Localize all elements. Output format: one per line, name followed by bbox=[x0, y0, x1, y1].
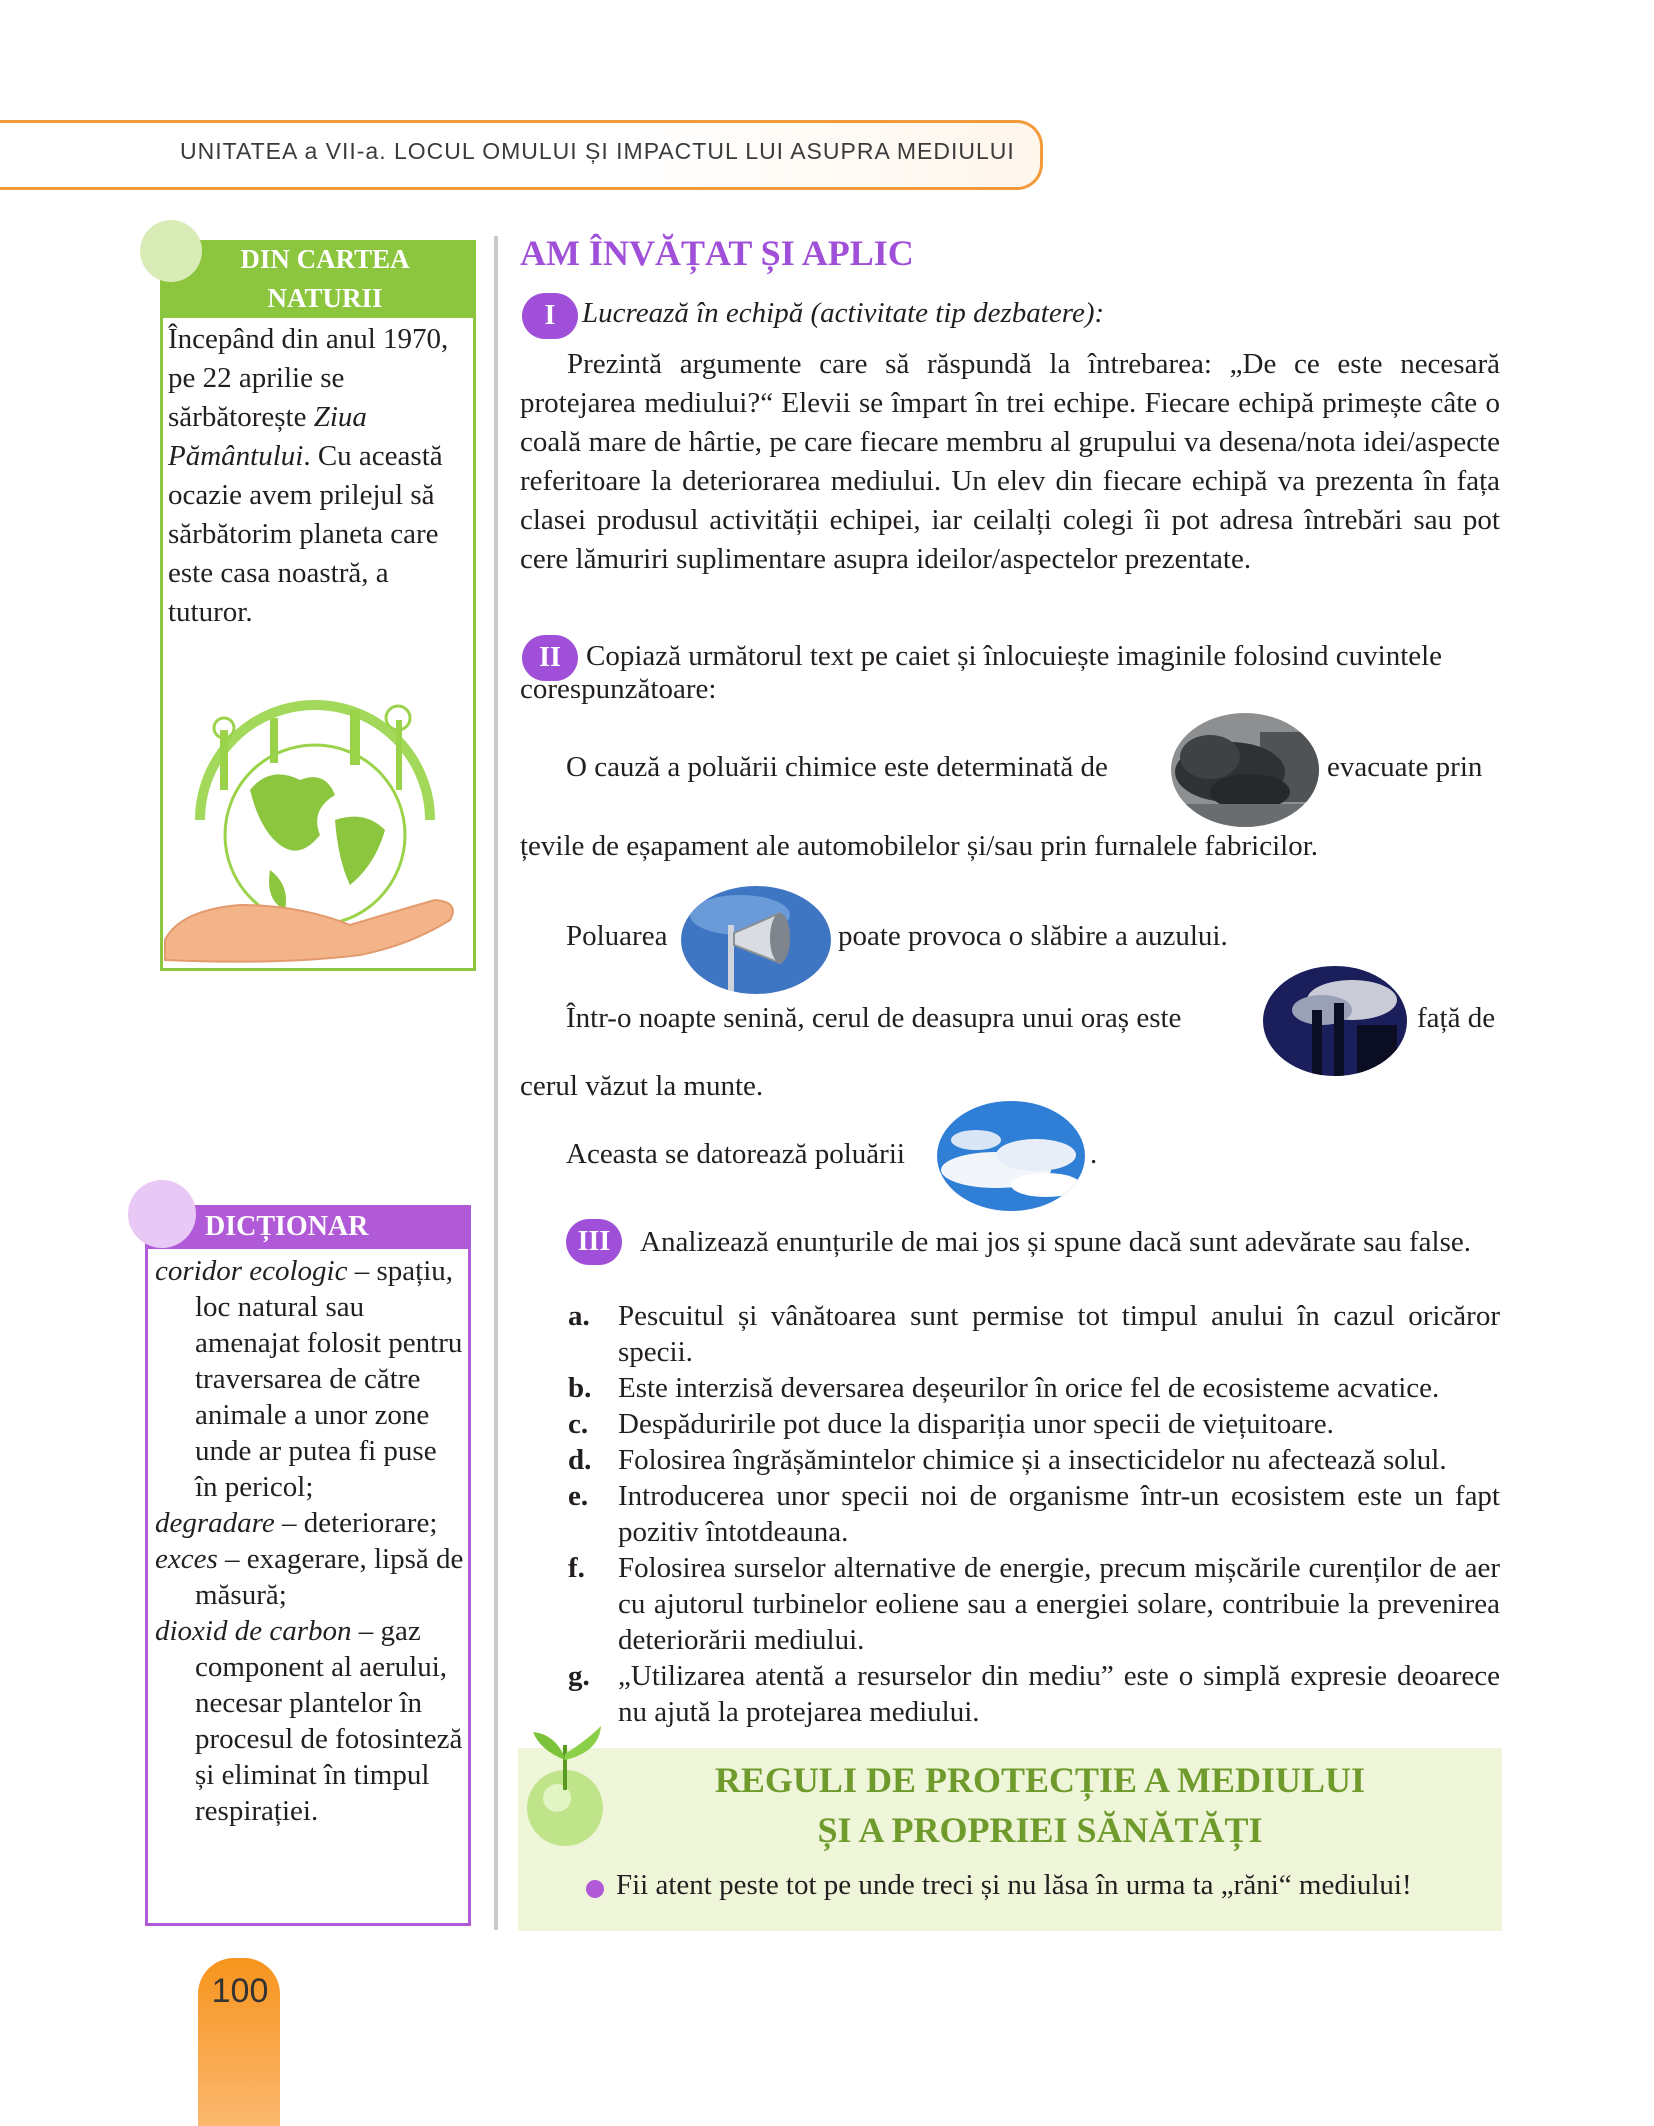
dictionary-title: DICȚIONAR bbox=[205, 1211, 369, 1242]
statement-item bbox=[560, 1658, 1500, 1730]
rules-title bbox=[600, 1755, 1480, 1855]
dictionary-entry bbox=[155, 1613, 465, 1829]
green-earth-icon bbox=[200, 705, 430, 925]
dictionary-decor-circle bbox=[128, 1180, 196, 1248]
task3-badge: III bbox=[566, 1219, 622, 1265]
nature-text-italic: Ziua Pământului bbox=[168, 401, 367, 472]
task3-statement-list bbox=[560, 1298, 1500, 1730]
dictionary-term: dioxid de carbon bbox=[155, 1615, 352, 1647]
dictionary-entries bbox=[155, 1253, 465, 1829]
task2-sentence1-mid: evacuate prin bbox=[1327, 751, 1483, 783]
task2-sentence1-start: O cauză a poluării chimice este determinată de bbox=[566, 751, 1108, 783]
rules-title-line1: REGULI DE PROTECȚIE A MEDIULUI bbox=[714, 1760, 1366, 1800]
nature-title-line1: DIN CARTEA bbox=[240, 244, 410, 274]
task2-sentence3-mid: față de bbox=[1417, 1002, 1496, 1034]
task1-body: Prezintă argumente care să răspundă la întrebarea: „De ce este necesară protejarea mediului?“ Elevii se împart în trei echipe. Fiecare echipă primește câte o coală mare de hârtie, pe care fiecare membru al grupului va desena/nota idei/aspecte referitoare la deteriorarea mediului. Un elev din fiecare echipă va prezenta în fața clasei produsul activității echipei, iar ceilalți colegi îi pot adresa întrebări sau pot cere lămuriri suplimentare asupra ideilor/aspectelor prezentate. bbox=[520, 348, 1500, 575]
statement-text: Folosirea îngrășămintelor chimice și a insecticidelor nu afectează solul. bbox=[618, 1444, 1447, 1476]
task3-lead: Analizează enunțurile de mai jos și spune dacă sunt adevărate sau false. bbox=[640, 1226, 1471, 1258]
statement-letter: e. bbox=[568, 1480, 589, 1512]
section-title: AM ÎNVĂȚAT ȘI APLIC bbox=[520, 233, 914, 273]
dictionary-term: degradare bbox=[155, 1507, 275, 1539]
loudspeaker-image bbox=[680, 885, 832, 995]
rules-bullet-icon bbox=[586, 1880, 604, 1898]
dictionary-entry bbox=[155, 1253, 465, 1505]
statement-text: „Utilizarea atentă a resurselor din mediu” este o simplă expresie deoarece nu ajută la protejarea mediului. bbox=[618, 1660, 1500, 1728]
task2-sentence2-end: poate provoca o slăbire a auzului. bbox=[838, 920, 1228, 952]
statement-item bbox=[560, 1550, 1500, 1658]
task2-sentence2-start: Poluarea bbox=[566, 920, 668, 952]
statement-letter: c. bbox=[568, 1408, 589, 1440]
nature-decor-circle bbox=[140, 220, 202, 282]
rules-title-line2: ȘI A PROPRIEI SĂNĂTĂȚI bbox=[817, 1810, 1263, 1850]
statement-letter: b. bbox=[568, 1372, 592, 1404]
dictionary-definition: – gaz component al aerului, necesar plantelor în procesul de fotosinteză și eliminat în timpul respirației. bbox=[195, 1615, 463, 1827]
column-divider bbox=[494, 236, 498, 1930]
statement-letter: a. bbox=[568, 1300, 590, 1332]
nature-title-line2: NATURII bbox=[267, 283, 383, 313]
factory-smog-image bbox=[1262, 965, 1408, 1077]
task1-label: Lucrează în echipă (activitate tip dezbatere): bbox=[582, 297, 1105, 329]
task2-body: Copiază următorul text pe caiet și înlocuiește imaginile folosind cuvintele corespunzătoare: bbox=[520, 640, 1443, 705]
statement-text: Pescuitul și vânătoarea sunt permise tot timpul anului în cazul oricăror specii. bbox=[618, 1300, 1500, 1368]
nature-sidebar-title bbox=[200, 240, 450, 318]
rules-text: Fii atent peste tot pe unde treci și nu lăsa în urma ta „răni“ mediului! bbox=[616, 1869, 1412, 1901]
statement-item bbox=[560, 1478, 1500, 1550]
statement-text: Este interzisă deversarea deșeurilor în orice fel de ecosisteme acvatice. bbox=[618, 1372, 1440, 1404]
task2-sentence4-end: . bbox=[1090, 1138, 1098, 1170]
clouds-sky-image bbox=[936, 1100, 1086, 1212]
dictionary-definition: – exagerare, lipsă de măsură; bbox=[195, 1543, 464, 1611]
statement-item bbox=[560, 1406, 1500, 1442]
dictionary-definition: – deteriorare; bbox=[274, 1507, 438, 1539]
task2-sentence3-start: Într-o noapte senină, cerul de deasupra unui oraș este bbox=[566, 1002, 1182, 1034]
nature-text-part1: Începând din anul 1970, pe 22 aprilie se sărbătorește bbox=[168, 323, 449, 433]
task2-sentence4-start: Aceasta se datorează poluării bbox=[566, 1138, 905, 1170]
dictionary-definition: – spațiu, loc natural sau amenajat folosit pentru traversarea de către animale a unor zone unde ar putea fi puse în pericol; bbox=[195, 1255, 463, 1503]
statement-item bbox=[560, 1298, 1500, 1370]
task2-sentence3-end: cerul văzut la munte. bbox=[520, 1070, 764, 1102]
task1-badge: I bbox=[522, 293, 578, 339]
statement-letter: d. bbox=[568, 1444, 592, 1476]
statement-item bbox=[560, 1370, 1500, 1406]
dictionary-term: coridor ecologic bbox=[155, 1255, 348, 1287]
task2-sentence1-end: țevile de eșapament ale automobilelor și/sau prin furnalele fabricilor. bbox=[520, 830, 1319, 862]
exhaust-smoke-image bbox=[1170, 712, 1320, 828]
dictionary-entry bbox=[155, 1541, 465, 1613]
statement-text: Folosirea surselor alternative de energie, precum mișcările curenților de aer cu ajutorul turbinelor eoliene sau a energiei solare, contribuie la prevenirea deteriorării mediului. bbox=[618, 1552, 1500, 1656]
statement-text: Introducerea unor specii noi de organisme într-un ecosistem este un fapt pozitiv întotdeauna. bbox=[618, 1480, 1500, 1548]
page-number: 100 bbox=[211, 1972, 269, 2010]
dictionary-entry bbox=[155, 1505, 465, 1541]
dictionary-term: exces bbox=[155, 1543, 218, 1575]
nature-sidebar-text bbox=[168, 320, 458, 632]
task2-badge: II bbox=[522, 635, 578, 681]
nature-text-part2: . Cu această ocazie avem prilejul să sărbătorim planeta care este casa noastră, a tuturor. bbox=[168, 440, 443, 628]
statement-letter: f. bbox=[568, 1552, 585, 1584]
statement-text: Despăduririle pot duce la dispariția unor specii de viețuitoare. bbox=[618, 1408, 1334, 1440]
statement-letter: g. bbox=[568, 1660, 590, 1692]
header-title: UNITATEA a VII-a. LOCUL OMULUI ȘI IMPACTUL LUI ASUPRA MEDIULUI bbox=[180, 138, 1015, 164]
earth-in-hand-illustration bbox=[160, 670, 470, 965]
statement-item bbox=[560, 1442, 1500, 1478]
